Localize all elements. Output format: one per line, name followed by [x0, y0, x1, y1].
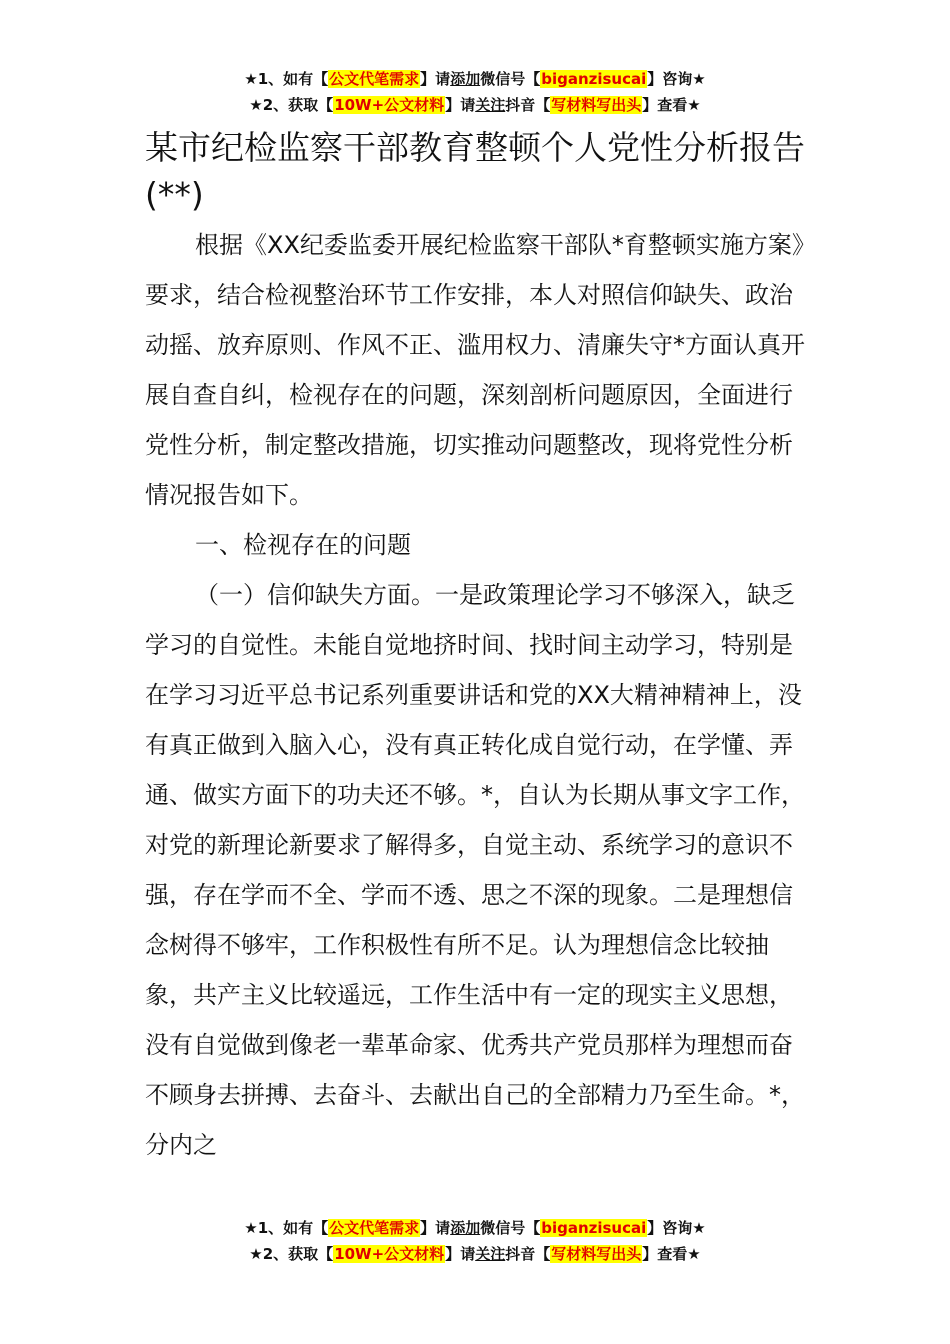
banner-text: 】咨询★ — [647, 70, 706, 88]
banner-underlined-text: 添加 — [450, 1219, 481, 1237]
banner-highlight: 公文代笔需求 — [329, 70, 420, 88]
banner-text: 】查看★ — [642, 1245, 701, 1263]
banner-highlight: 写材料写出头 — [551, 96, 642, 114]
banner-highlight: biganzisucai — [541, 1219, 647, 1237]
banner-text: 微信号【 — [480, 1219, 541, 1237]
banner-highlight: 公文代笔需求 — [329, 1219, 420, 1237]
banner-text: 】请 — [420, 1219, 451, 1237]
banner-text: 】查看★ — [642, 96, 701, 114]
intro-paragraph: 根据《XX纪委监委开展纪检监察干部队*育整顿实施方案》要求，结合检视整治环节工作安排，本人对照信仰缺失、政治动摇、放弃原则、作风不正、滥用权力、清廉失守*方面认真开展自查自纠，检视存在的问题，深刻剖析问题原因，全面进行党性分析，制定整改措施，切实推动问题整改，现将党性分析情况报告如下。 — [145, 231, 805, 509]
banner-line-1 — [0, 66, 950, 92]
banner-highlight: biganzisucai — [541, 70, 647, 88]
banner-line-2 — [0, 92, 950, 118]
banner-highlight: 10W+公文材料 — [334, 96, 445, 114]
body-paragraph: （一）信仰缺失方面。一是政策理论学习不够深入，缺乏学习的自觉性。未能自觉地挤时间、找时间主动学习，特别是在学习习近平总书记系列重要讲话和党的XX大精神精神上，没有真正做到入脑入心，没有真正转化成自觉行动，在学懂、弄通、做实方面下的功夫还不够。*，自认为长期从事文字工作，对党的新理论新要求了解得多，自觉主动、系统学习的意识不强，存在学而不全、学而不透、思之不深的现象。二是理想信念树得不够牢，工作积极性有所不足。认为理想信念比较抽象，共产主义比较遥远，工作生活中有一定的现实主义思想，没有自觉做到像老一辈革命家、优秀共产党员那样为理想而奋不顾身去拼搏、去奋斗、去献出自己的全部精力乃至生命。*，分内之 — [145, 581, 805, 1159]
banner-text: ★2、获取【 — [249, 1245, 334, 1263]
banner-highlight: 10W+公文材料 — [334, 1245, 445, 1263]
top-banner — [0, 66, 950, 118]
banner-text: 】请 — [445, 96, 476, 114]
banner-text: 抖音【 — [505, 1245, 551, 1263]
bottom-banner — [0, 1215, 950, 1267]
banner-text: 】咨询★ — [647, 1219, 706, 1237]
banner-text: 】请 — [420, 70, 451, 88]
banner-text: 抖音【 — [505, 96, 551, 114]
banner-text: 微信号【 — [480, 70, 541, 88]
banner-text: ★1、如有【 — [244, 70, 329, 88]
banner-text: 】请 — [445, 1245, 476, 1263]
document-title: 某市纪检监察干部教育整顿个人党性分析报告(**) — [145, 128, 805, 214]
banner-underlined-text: 关注 — [475, 1245, 506, 1263]
banner-underlined-text: 关注 — [475, 96, 506, 114]
banner-line-2 — [0, 1241, 950, 1267]
section-heading: 一、检视存在的问题 — [195, 531, 411, 559]
banner-text: ★1、如有【 — [244, 1219, 329, 1237]
banner-text: ★2、获取【 — [249, 96, 334, 114]
banner-underlined-text: 添加 — [450, 70, 481, 88]
banner-highlight: 写材料写出头 — [551, 1245, 642, 1263]
banner-line-1 — [0, 1215, 950, 1241]
